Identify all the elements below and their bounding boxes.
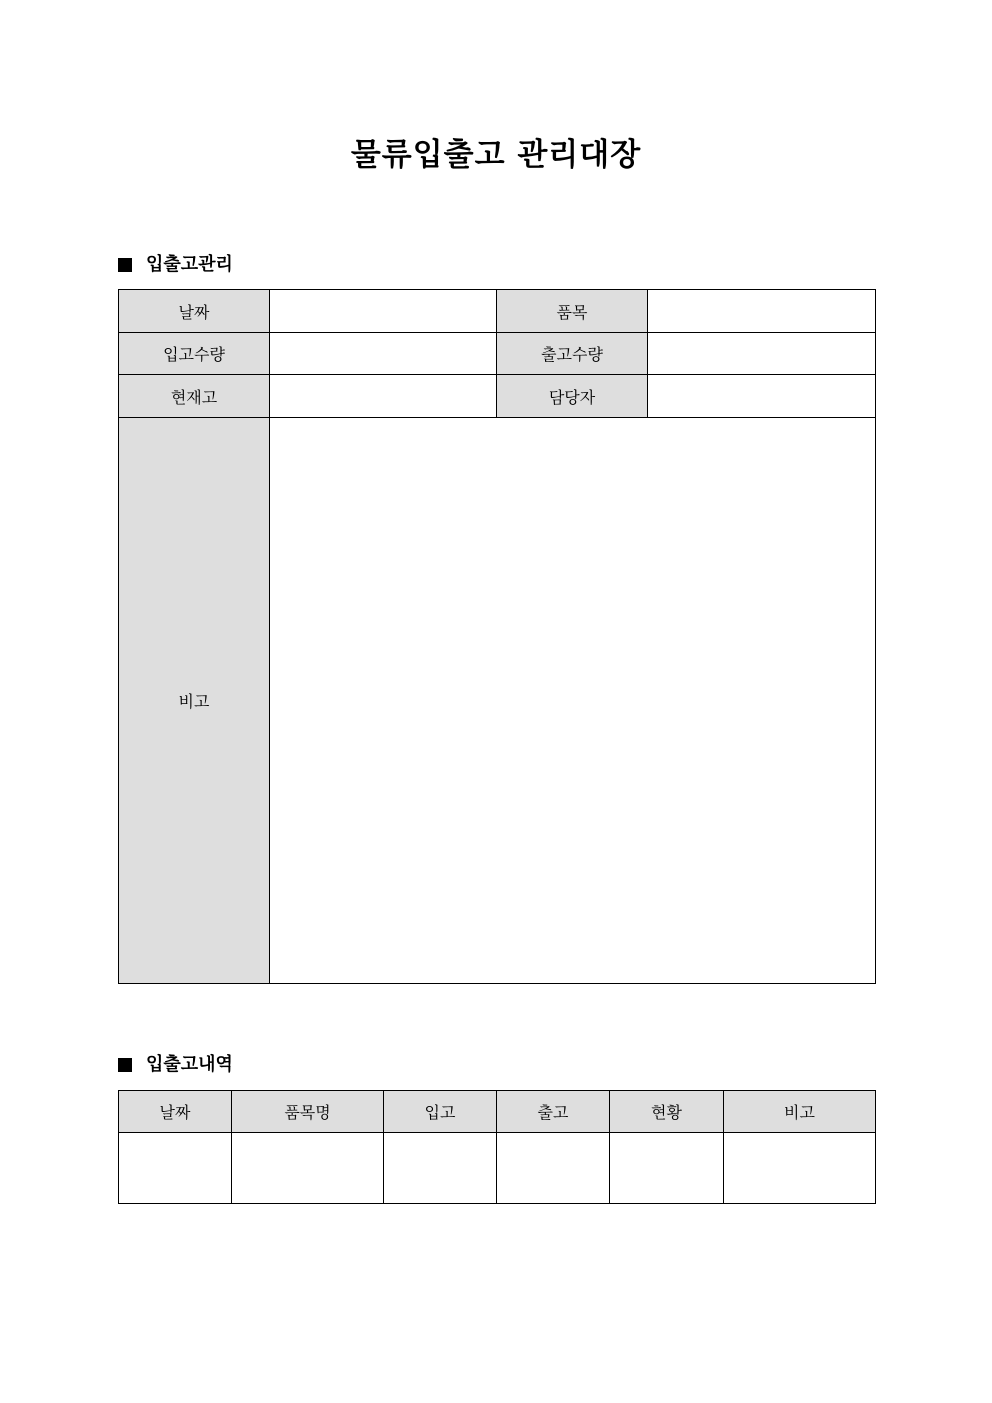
table-row	[119, 1133, 876, 1204]
cell-remarks[interactable]	[724, 1133, 876, 1204]
table-row	[119, 375, 876, 418]
column-header-item-name: 품목명	[232, 1091, 384, 1133]
out-qty-field[interactable]	[648, 333, 876, 375]
cell-item-name[interactable]	[232, 1133, 384, 1204]
section-heading-history	[118, 1052, 233, 1078]
cell-in[interactable]	[384, 1133, 497, 1204]
table-row	[119, 418, 876, 984]
table-row	[119, 333, 876, 375]
in-qty-field[interactable]	[270, 333, 497, 375]
document-title: 물류입출고 관리대장	[350, 137, 642, 173]
column-header-status: 현황	[610, 1091, 724, 1133]
stock-label: 현재고	[119, 375, 270, 418]
column-header-out: 출고	[497, 1091, 610, 1133]
table-header-row	[119, 1091, 876, 1133]
section-heading-label: 입출고내역	[146, 1054, 233, 1075]
out-qty-label: 출고수량	[497, 333, 648, 375]
section-heading-management	[118, 252, 233, 278]
manager-label: 담당자	[497, 375, 648, 418]
square-bullet-icon	[118, 1058, 132, 1072]
table-row	[119, 290, 876, 333]
manager-field[interactable]	[648, 375, 876, 418]
management-table	[118, 289, 876, 984]
stock-field[interactable]	[270, 375, 497, 418]
item-label: 품목	[497, 290, 648, 333]
cell-status[interactable]	[610, 1133, 724, 1204]
remarks-field[interactable]	[270, 418, 876, 984]
history-table	[118, 1090, 876, 1204]
section-heading-label: 입출고관리	[146, 254, 233, 275]
remarks-label: 비고	[119, 418, 270, 984]
column-header-date: 날짜	[119, 1091, 232, 1133]
square-bullet-icon	[118, 258, 132, 272]
column-header-in: 입고	[384, 1091, 497, 1133]
date-field[interactable]	[270, 290, 497, 333]
in-qty-label: 입고수량	[119, 333, 270, 375]
cell-out[interactable]	[497, 1133, 610, 1204]
cell-date[interactable]	[119, 1133, 232, 1204]
item-field[interactable]	[648, 290, 876, 333]
date-label: 날짜	[119, 290, 270, 333]
column-header-remarks: 비고	[724, 1091, 876, 1133]
